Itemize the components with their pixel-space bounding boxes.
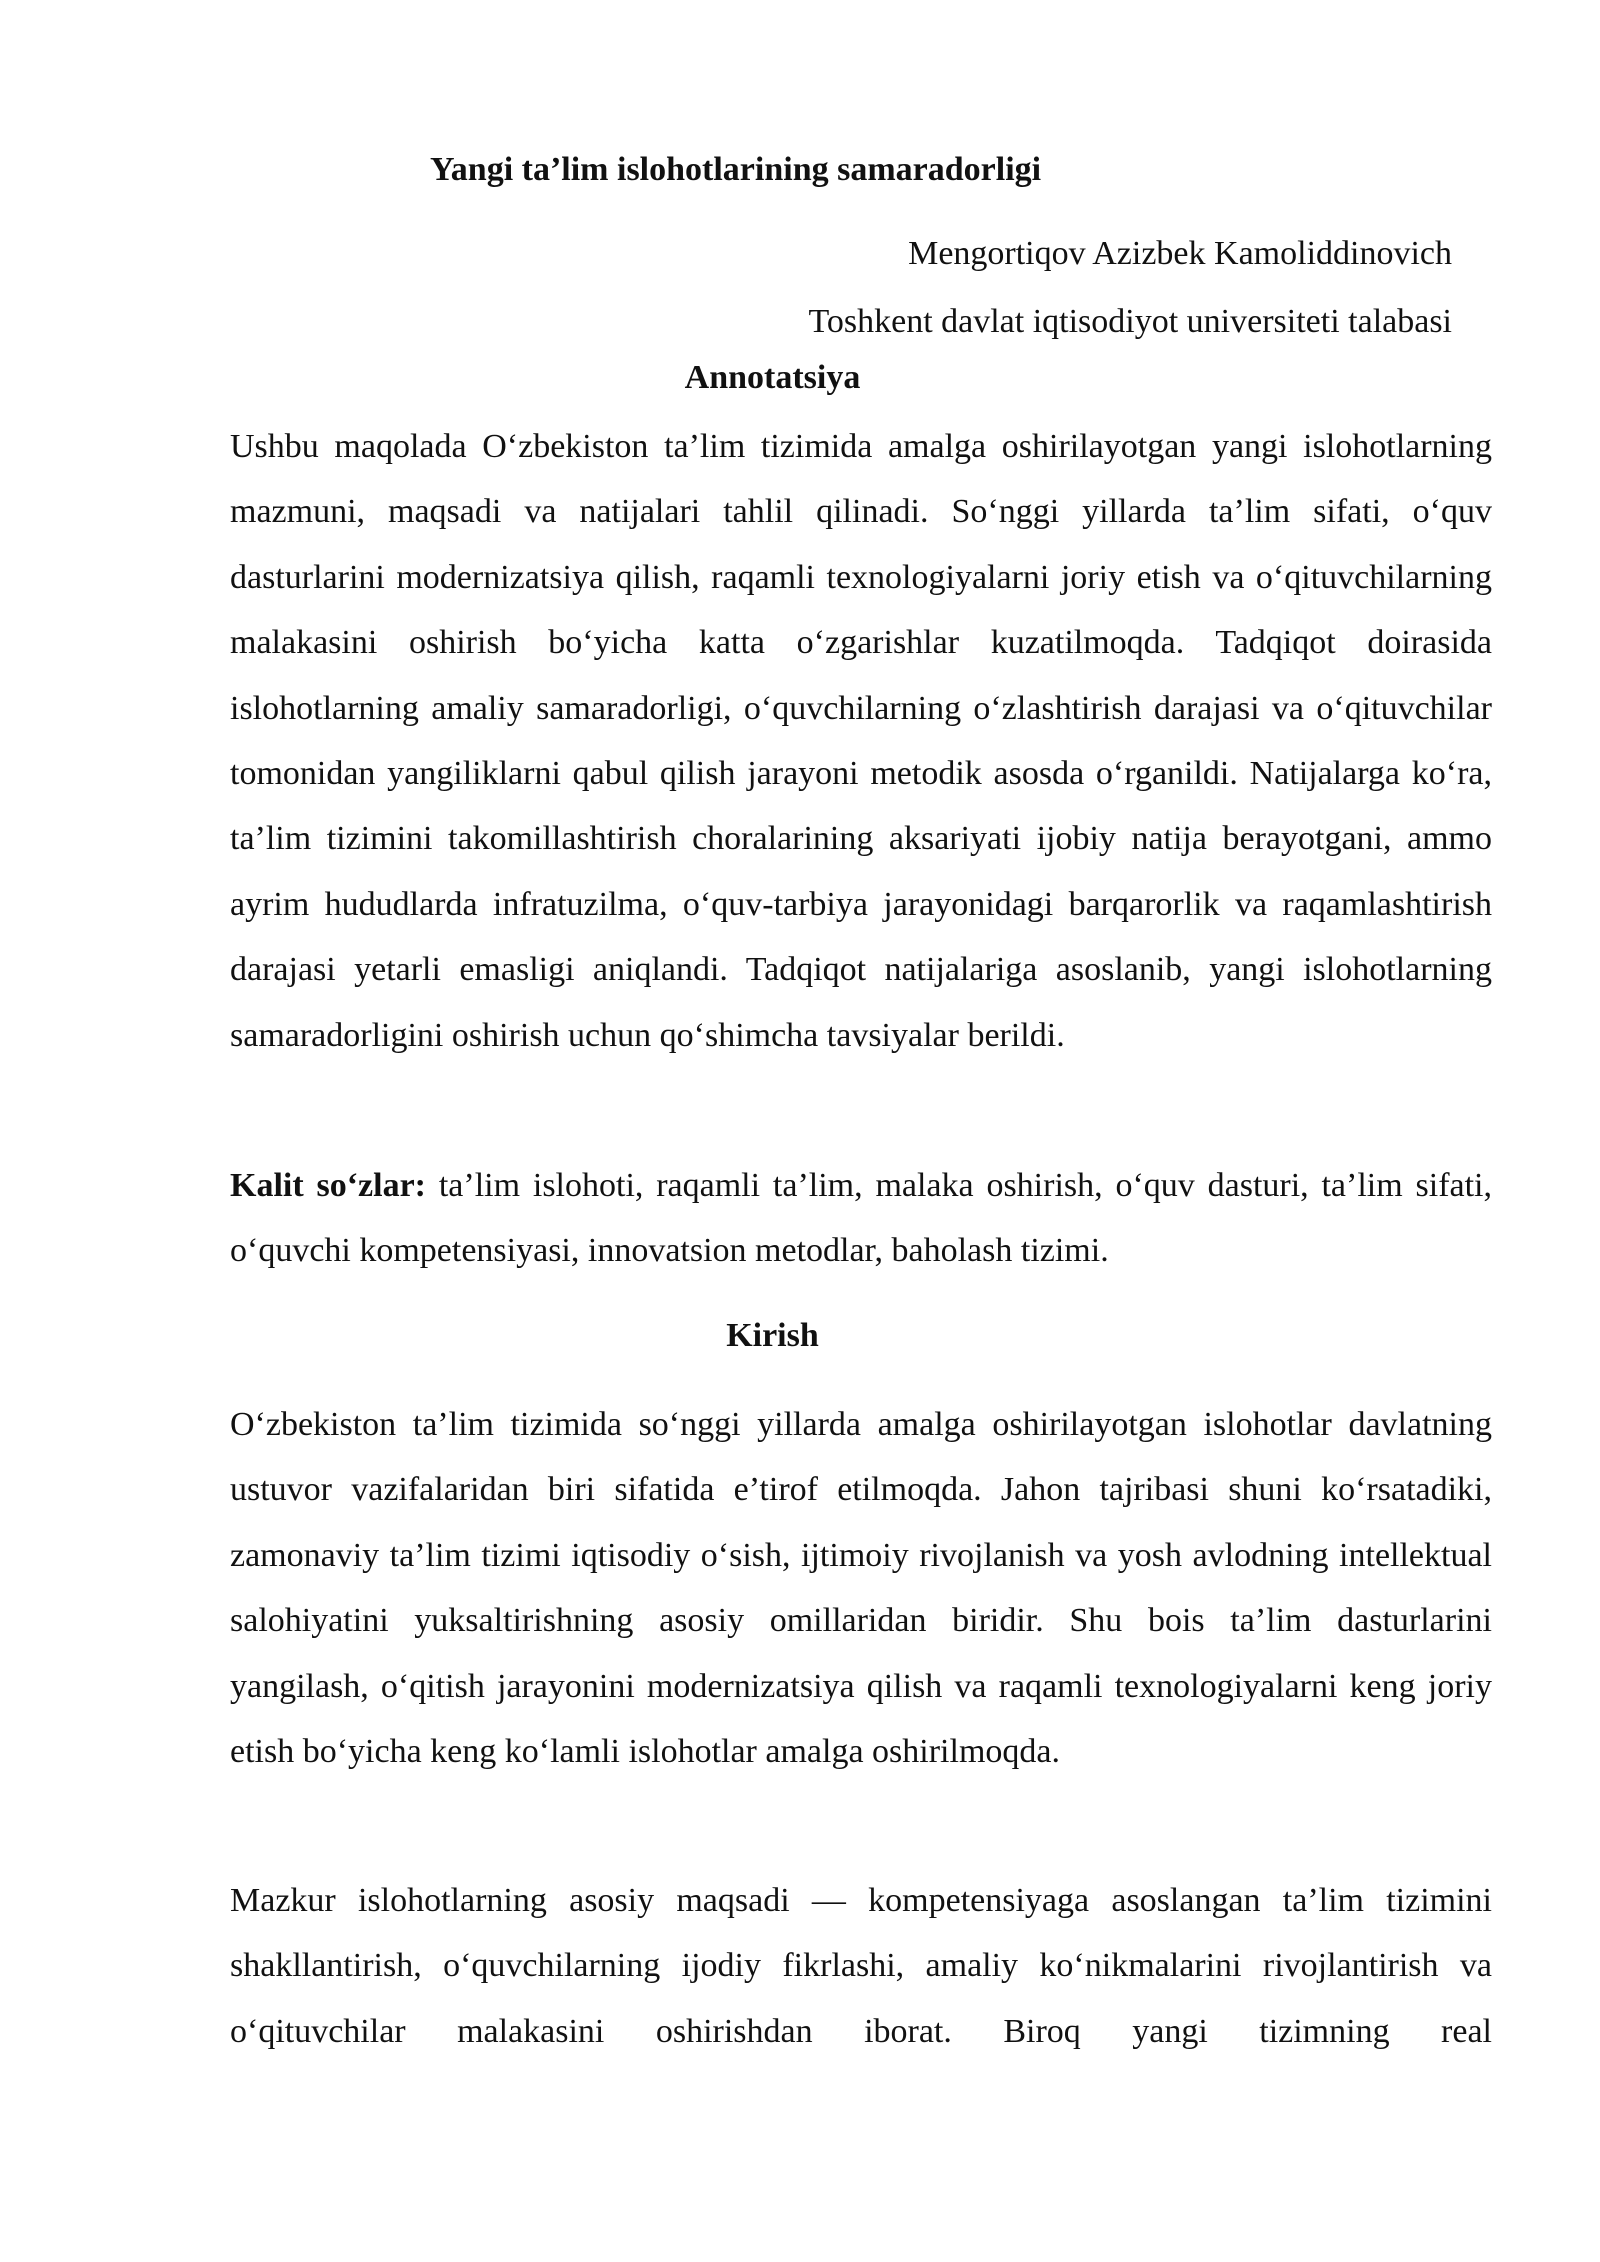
author-name: Mengortiqov Azizbek Kamoliddinovich xyxy=(908,235,1452,272)
abstract-heading: Annotatsiya xyxy=(684,359,861,396)
paper-title: Yangi ta’lim islohotlarining samaradorligi xyxy=(430,151,1042,188)
author-block xyxy=(808,220,1452,356)
introduction-heading: Kirish xyxy=(726,1317,819,1354)
introduction-paragraph-1: O‘zbekiston ta’lim tizimida so‘nggi yillarda amalga oshirilayotgan islohotlar davlatning ustuvor vazifalaridan biri sifatida e’tirof etilmoqda. Jahon tajribasi shuni ko‘rsatadiki, zamonaviy ta’lim tizimi iqtisodiy o‘sish, ijtimoiy rivojlanish va yosh avlodning intellektual salohiyatini yuksaltirishning asosiy omillaridan biridir. Shu bois ta’lim dasturlarini yangilash, o‘qitish jarayonini modernizatsiya qilish va raqamli texnologiyalarni keng joriy etish bo‘yicha keng ko‘lamli islohotlar amalga oshirilmoqda. xyxy=(230,1406,1492,1771)
keywords-label: Kalit so‘zlar: xyxy=(230,1167,427,1204)
introduction-paragraph-2: Mazkur islohotlarning asosiy maqsadi — kompetensiyaga asoslangan ta’lim tizimini shakllantirish, o‘quvchilarning ijodiy fikrlashi, amaliy ko‘nikmalarini rivojlantirish va o‘qituvchilar malakasini oshirishdan iborat. Biroq yangi tizimning real xyxy=(230,1882,1492,2050)
keywords-paragraph xyxy=(230,1153,1492,1284)
keywords-text: ta’lim islohoti, raqamli ta’lim, malaka oshirish, o‘quv dasturi, ta’lim sifati, o‘quvchi kompetensiyasi, innovatsion metodlar, baholash tizimi. xyxy=(230,1167,1493,1270)
abstract-text: Ushbu maqolada O‘zbekiston ta’lim tizimida amalga oshirilayotgan yangi islohotlarning mazmuni, maqsadi va natijalari tahlil qilinadi. So‘nggi yillarda ta’lim sifati, o‘quv dasturlarini modernizatsiya qilish, raqamli texnologiyalarni joriy etish va o‘qituvchilarning malakasini oshirish bo‘yicha katta o‘zgarishlar kuzatilmoqda. Tadqiqot doirasida islohotlarning amaliy samaradorligi, o‘quvchilarning o‘zlashtirish darajasi va o‘qituvchilar tomonidan yangiliklarni qabul qilish jarayoni metodik asosda o‘rganildi. Natijalarga ko‘ra, ta’lim tizimini takomillashtirish choralarining aksariyati ijobiy natija berayotgani, ammo ayrim hududlarda infratuzilma, o‘quv-tarbiya jarayonidagi barqarorlik va raqamlashtirish darajasi yetarli emasligi aniqlandi. Tadqiqot natijalariga asoslanib, yangi islohotlarning samaradorligini oshirish uchun qo‘shimcha tavsiyalar berildi. xyxy=(230,428,1492,1054)
author-affiliation: Toshkent davlat iqtisodiyot universiteti talabasi xyxy=(808,303,1452,340)
